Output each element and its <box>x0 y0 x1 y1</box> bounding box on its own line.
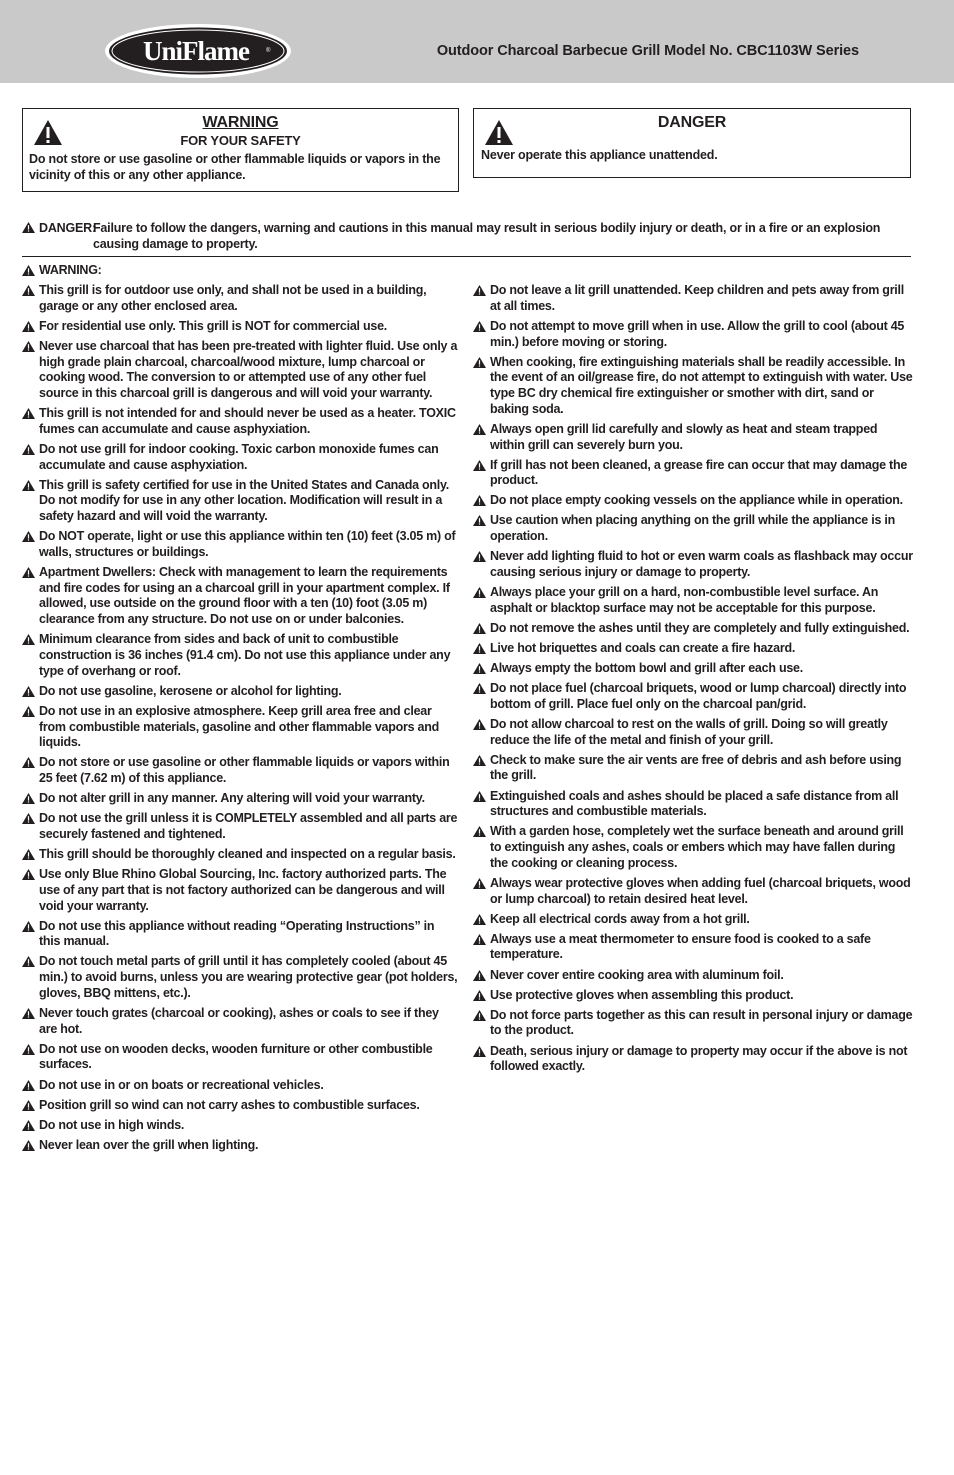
danger-box <box>473 108 911 178</box>
warning-triangle-icon <box>473 755 486 766</box>
warning-triangle-icon <box>473 357 486 368</box>
warning-triangle-icon <box>22 956 35 967</box>
warning-item: Do not store or use gasoline or other flammable liquids or vapors within 25 feet (7.62 m) of this appliance. <box>22 755 458 786</box>
warning-triangle-icon <box>473 285 486 296</box>
warning-triangle-icon <box>22 567 35 578</box>
warning-body: Do not store or use gasoline or other flammable liquids or vapors in the vicinity of this or any other appliance. <box>29 152 441 182</box>
warning-item: Do not place fuel (charcoal briquets, wood or lump charcoal) directly into bottom of grill. Place fuel only on the charcoal pan/grid. <box>473 681 913 712</box>
warning-triangle-icon <box>22 706 35 717</box>
warning-item: Do not use on wooden decks, wooden furniture or other combustible surfaces. <box>22 1042 458 1073</box>
warning-triangle-icon <box>473 587 486 598</box>
warning-item: With a garden hose, completely wet the surface beneath and around grill to extinguish any ashes, coals or embers which may have fallen during the cooking or cleaning process. <box>473 824 913 871</box>
warning-triangle-icon <box>473 460 486 471</box>
warning-triangle-icon <box>22 1080 35 1091</box>
svg-text:®: ® <box>266 48 271 54</box>
divider <box>22 256 911 257</box>
warning-triangle-icon <box>473 934 486 945</box>
warning-triangle-icon <box>473 623 486 634</box>
uniflame-logo <box>103 22 293 80</box>
warning-item: Position grill so wind can not carry ashes to combustible surfaces. <box>22 1098 458 1114</box>
warning-triangle-icon <box>22 480 35 491</box>
danger-body: Never operate this appliance unattended. <box>481 148 718 162</box>
left-warning-column <box>22 263 458 1158</box>
warning-item: Do not attempt to move grill when in use. Allow the grill to cool (about 45 min.) before moving or storing. <box>473 319 913 350</box>
warning-triangle-icon <box>22 321 35 332</box>
warning-triangle-icon <box>473 663 486 674</box>
warning-item: Never touch grates (charcoal or cooking), ashes or coals to see if they are hot. <box>22 1006 458 1037</box>
warning-item: Check to make sure the air vents are free of debris and ash before using the grill. <box>473 753 913 784</box>
warning-triangle-icon <box>22 1100 35 1111</box>
warning-triangle-icon <box>473 1010 486 1021</box>
warning-item: Do not force parts together as this can result in personal injury or damage to the product. <box>473 1008 913 1039</box>
warning-triangle-icon <box>22 444 35 455</box>
warning-item: For residential use only. This grill is NOT for commercial use. <box>22 319 458 335</box>
warning-item: Use caution when placing anything on the grill while the appliance is in operation. <box>473 513 913 544</box>
warning-triangle-icon <box>22 1140 35 1151</box>
warning-triangle-icon <box>22 285 35 296</box>
warning-item: Never cover entire cooking area with aluminum foil. <box>473 968 913 984</box>
warning-item: Use protective gloves when assembling this product. <box>473 988 913 1004</box>
warnings-label: WARNING: <box>22 263 458 279</box>
warning-triangle-icon <box>22 341 35 352</box>
warning-item: Never use charcoal that has been pre-treated with lighter fluid. Use only a high grade plain charcoal, charcoal/wood mixture, lump charcoal or cooking wood. The conversion to or attempted use of any other fuel source in this charcoal grill is dangerous and will void your warranty. <box>22 339 458 402</box>
warning-item: Use only Blue Rhino Global Sourcing, Inc. factory authorized parts. The use of any part that is not factory authorized can be dangerous and will void your warranty. <box>22 867 458 914</box>
warning-title: WARNING <box>202 114 279 131</box>
warning-triangle-icon <box>22 757 35 768</box>
warning-item: Apartment Dwellers: Check with management to learn the requirements and fire codes for using an a charcoal grill in your apartment complex. If allowed, use outside on the ground floor with a ten (10) foot (3.05 m) clearance from any structure. Do not use on or under balconies. <box>22 565 458 628</box>
warning-item: Do not place empty cooking vessels on the appliance while in operation. <box>473 493 913 509</box>
warning-item: Do not use in or on boats or recreational vehicles. <box>22 1078 458 1094</box>
warning-triangle-icon <box>22 686 35 697</box>
warning-item: Do not use gasoline, kerosene or alcohol for lighting. <box>22 684 458 700</box>
warning-item: When cooking, fire extinguishing materials shall be readily accessible. In the event of an oil/grease fire, do not attempt to extinguish with water. Use type BC dry chemical fire extinguisher or smother with dirt, sand or baking soda. <box>473 355 913 418</box>
warning-triangle-icon <box>473 643 486 654</box>
danger-notice-text: Failure to follow the dangers, warning and cautions in this manual may result in serious bodily injury or death, or in a fire or an explosion <box>93 221 881 235</box>
warning-item: Do NOT operate, light or use this appliance within ten (10) feet (3.05 m) of walls, structures or buildings. <box>22 529 458 560</box>
warning-item: Always place your grill on a hard, non-combustible level surface. An asphalt or blacktop surface may not be acceptable for this purpose. <box>473 585 913 616</box>
warning-item: Do not leave a lit grill unattended. Keep children and pets away from grill at all times. <box>473 283 913 314</box>
warning-item: Do not remove the ashes until they are completely and fully extinguished. <box>473 621 913 637</box>
right-warning-column <box>473 283 913 1079</box>
header-title: Outdoor Charcoal Barbecue Grill Model No. CBC1103W Series <box>436 43 859 59</box>
warning-item: Never lean over the grill when lighting. <box>22 1138 458 1154</box>
warning-item: Do not alter grill in any manner. Any altering will void your warranty. <box>22 791 458 807</box>
warning-item: Never add lighting fluid to hot or even warm coals as flashback may occur causing serious injury or damage to property. <box>473 549 913 580</box>
warning-item: Always use a meat thermometer to ensure food is cooked to a safe temperature. <box>473 932 913 963</box>
page-header <box>0 0 954 83</box>
warning-triangle-icon <box>473 683 486 694</box>
warning-triangle-icon <box>473 990 486 1001</box>
warning-item: Do not use grill for indoor cooking. Toxic carbon monoxide fumes can accumulate and cause asphyxiation. <box>22 442 458 473</box>
warning-triangle-icon <box>473 321 486 332</box>
warning-item: Extinguished coals and ashes should be placed a safe distance from all structures and combustible materials. <box>473 789 913 820</box>
warning-triangle-icon <box>22 265 35 276</box>
warning-item: If grill has not been cleaned, a grease fire can occur that may damage the product. <box>473 458 913 489</box>
warning-item: Do not use the grill unless it is COMPLETELY assembled and all parts are securely fastened and tightened. <box>22 811 458 842</box>
warning-triangle-icon <box>473 970 486 981</box>
warning-triangle-icon <box>22 408 35 419</box>
warning-triangle-icon <box>22 222 35 233</box>
warning-subtitle: FOR YOUR SAFETY <box>180 133 301 148</box>
warning-item: Keep all electrical cords away from a hot grill. <box>473 912 913 928</box>
warning-triangle-icon <box>473 495 486 506</box>
danger-notice-label: DANGER: <box>39 221 96 235</box>
warning-triangle-icon <box>22 531 35 542</box>
warning-item: Do not use this appliance without reading “Operating Instructions” in this manual. <box>22 919 458 950</box>
warning-item: Do not touch metal parts of grill until it has completely cooled (about 45 min.) to avoid burns, unless you are wearing protective gear (pot holders, gloves, BBQ mittens, etc.). <box>22 954 458 1001</box>
warning-item: Always open grill lid carefully and slowly as heat and steam trapped within grill can severely burn you. <box>473 422 913 453</box>
warning-triangle-icon <box>22 813 35 824</box>
warning-item: Minimum clearance from sides and back of unit to combustible construction is 36 inches (91.4 cm). Do not use this appliance under any type of overhang or roof. <box>22 632 458 679</box>
warning-triangle-icon <box>22 921 35 932</box>
warning-item: Death, serious injury or damage to property may occur if the above is not followed exactly. <box>473 1044 913 1075</box>
warning-item: Live hot briquettes and coals can create a fire hazard. <box>473 641 913 657</box>
logo-text: UniFlame <box>143 36 249 66</box>
warning-item: Always wear protective gloves when adding fuel (charcoal briquets, wood or lump charcoal) to retain desired heat level. <box>473 876 913 907</box>
warning-triangle-icon <box>473 878 486 889</box>
warning-triangle-icon <box>473 914 486 925</box>
warning-triangle-icon <box>473 826 486 837</box>
warning-item: Do not allow charcoal to rest on the walls of grill. Doing so will greatly reduce the life of the metal and finish of your grill. <box>473 717 913 748</box>
warning-triangle-icon <box>22 869 35 880</box>
warning-triangle-icon <box>22 1008 35 1019</box>
warning-triangle-icon <box>473 515 486 526</box>
warning-triangle-icon <box>473 719 486 730</box>
warning-item: This grill is for outdoor use only, and shall not be used in a building, garage or any other enclosed area. <box>22 283 458 314</box>
warning-item: This grill should be thoroughly cleaned and inspected on a regular basis. <box>22 847 458 863</box>
danger-title: DANGER <box>657 114 727 131</box>
warning-item: Do not use in high winds. <box>22 1118 458 1134</box>
warning-triangle-icon <box>473 424 486 435</box>
warning-triangle-icon <box>22 849 35 860</box>
warning-triangle-icon <box>33 119 63 146</box>
warning-triangle-icon <box>473 791 486 802</box>
warning-triangle-icon <box>473 551 486 562</box>
warning-triangle-icon <box>22 1044 35 1055</box>
warning-triangle-icon <box>22 1120 35 1131</box>
warning-item: This grill is safety certified for use in the United States and Canada only. Do not modify for use in any other location. Modification will result in a safety hazard and will void the warranty. <box>22 478 458 525</box>
warning-triangle-icon <box>22 634 35 645</box>
danger-notice <box>22 220 911 252</box>
danger-notice-continuation: causing damage to property. <box>93 237 258 251</box>
warning-triangle-icon <box>473 1046 486 1057</box>
warning-triangle-icon <box>484 119 514 146</box>
warning-item: Always empty the bottom bowl and grill after each use. <box>473 661 913 677</box>
warning-box <box>22 108 459 192</box>
warning-item: Do not use in an explosive atmosphere. Keep grill area free and clear from combustible materials, gasoline and other flammable vapors and liquids. <box>22 704 458 751</box>
warning-triangle-icon <box>22 793 35 804</box>
warning-item: This grill is not intended for and should never be used as a heater. TOXIC fumes can accumulate and cause asphyxiation. <box>22 406 458 437</box>
